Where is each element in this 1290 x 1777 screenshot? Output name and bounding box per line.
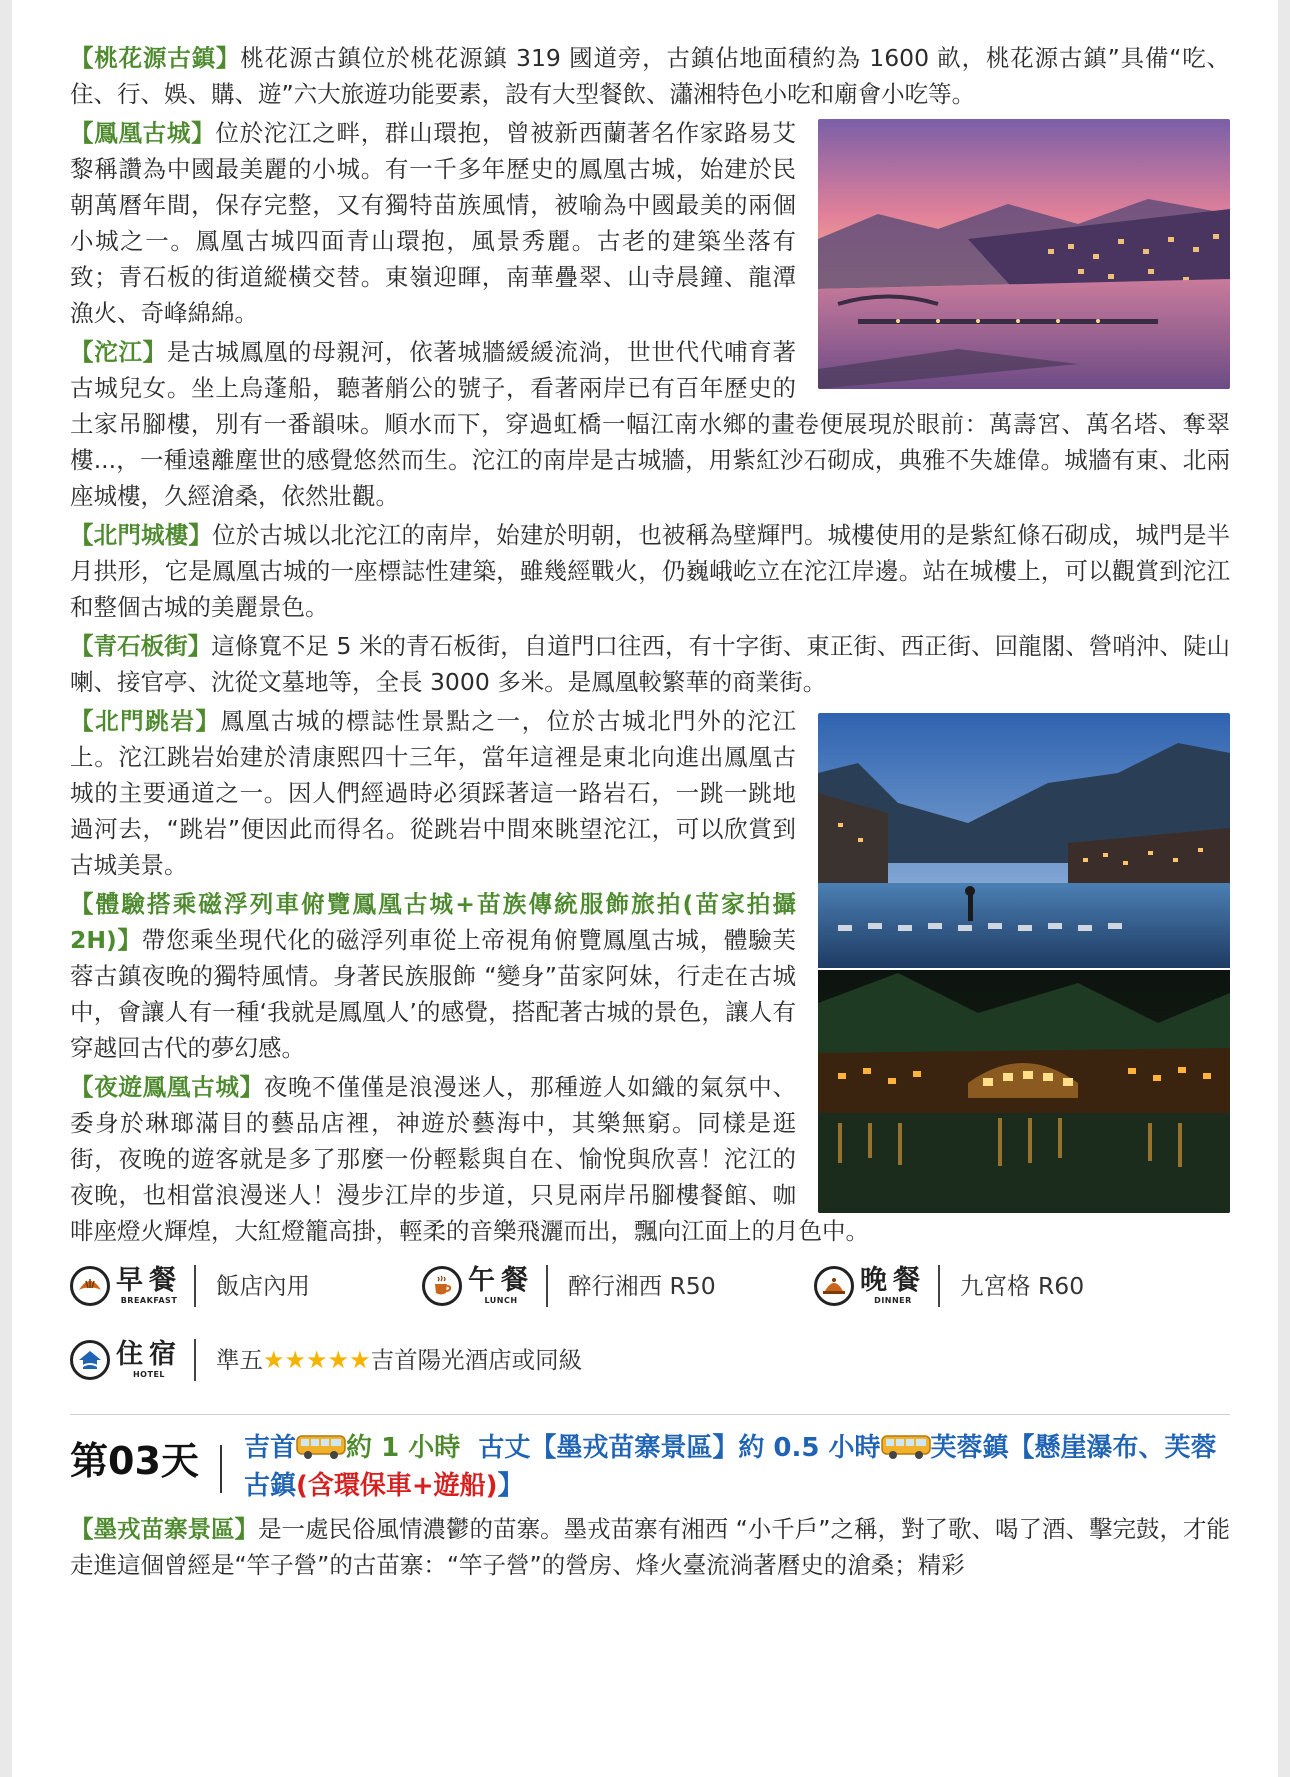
meal-dinner xyxy=(814,1265,1084,1307)
section-morong-miao-village xyxy=(70,1511,1230,1583)
stepping-stones-photo xyxy=(818,713,1230,1213)
meals-row xyxy=(70,1258,1230,1314)
day3-header xyxy=(70,1429,1230,1505)
section-title: 【青石板街】 xyxy=(70,632,212,660)
meal-separator xyxy=(546,1265,548,1307)
section-beimen-tower xyxy=(70,517,1230,625)
meal-title: 晚餐 DINNER xyxy=(860,1265,926,1305)
meal-title: 早餐 BREAKFAST xyxy=(116,1265,182,1305)
section-title: 【墨戎苗寨景區】 xyxy=(70,1515,259,1543)
section-title: 【桃花源古鎮】 xyxy=(70,44,241,72)
coffee-cup-icon xyxy=(422,1266,462,1306)
meal-detail: 醉行湘西 R50 xyxy=(568,1272,716,1300)
section-title: 【北門跳岩】 xyxy=(70,707,221,735)
section-title: 【北門城樓】 xyxy=(70,521,213,549)
meal-detail: 飯店內用 xyxy=(216,1272,310,1300)
fenghuang-dusk-photo xyxy=(818,119,1230,389)
section-text: 是古城鳳凰的母親河，依著城牆緩緩流淌，世世代代哺育著古城兒女。坐上烏蓬船，聽著艄公的號子，看著兩岸已有百年歷史的土家吊腳樓，別有一番韻味。順水而下，穿過虹橋一幅江南水鄉的畫卷便展現於眼前：萬壽宮、萬名塔、奪翠樓...，一種遠離塵世的感覺悠然而生。沱江的南岸是古城牆，用紫紅沙石砌成，典雅不失雄偉。城牆有東、北兩座城樓，久經滄桑，依然壯觀。 xyxy=(70,338,1230,510)
meal-breakfast xyxy=(70,1265,422,1307)
hotel-separator xyxy=(194,1339,196,1381)
meal-separator xyxy=(194,1265,196,1307)
meal-lunch xyxy=(422,1265,814,1307)
section-title: 【體驗搭乘磁浮列車俯覽鳳凰古城+苗族傳統服飾旅拍(苗家拍攝 2H)】 xyxy=(70,890,796,954)
day-separator xyxy=(220,1445,222,1493)
hotel-detail: 準五★★★★★吉首陽光酒店或同級 xyxy=(216,1346,583,1374)
day-route: 吉首 約 1 小時 古丈【墨戎苗寨景區】約 0.5 小時 芙蓉鎮【懸崖瀑布、芙蓉古鎮(含環保車+遊船)】 xyxy=(244,1433,1217,1501)
fenghuang-photo-stack xyxy=(818,713,1230,1213)
day-divider xyxy=(70,1414,1230,1415)
section-text: 桃花源古鎮位於桃花源鎮 319 國道旁，古鎮佔地面積約為 1600 畝，桃花源古鎮”具備“吃、住、行、娛、購、遊”六大旅遊功能要素，設有大型餐飲、瀟湘特色小吃和廟會小吃等。 xyxy=(70,44,1231,108)
bus-icon xyxy=(881,1434,931,1460)
meal-title: 午餐 LUNCH xyxy=(468,1265,534,1305)
section-text: 這條寬不足 5 米的青石板街，自道門口往西，有十字街、東正街、西正街、回龍閣、營哨沖、陡山喇、接官亭、沈從文墓地等，全長 3000 多米。是鳳凰較繁華的商業街。 xyxy=(70,632,1231,696)
section-text: 帶您乘坐現代化的磁浮列車從上帝視角俯覽鳳凰古城，體驗芙蓉古鎮夜晚的獨特風情。身著民族服飾 “變身”苗家阿妹，行走在古城中，會讓人有一種‘我就是鳳凰人’的感覺，搭配著古城的景色，讓人有穿越回古代的夢幻感。 xyxy=(70,926,796,1062)
section-qingshiban-street xyxy=(70,628,1230,700)
section-title: 【鳳凰古城】 xyxy=(70,119,216,147)
meal-separator xyxy=(938,1265,940,1307)
section-text: 位於古城以北沱江的南岸，始建於明朝，也被稱為壁輝門。城樓使用的是紫紅條石砌成，城門是半月拱形，它是鳳凰古城的一座標誌性建築，雖幾經戰火，仍巍峨屹立在沱江岸邊。站在城樓上，可以觀賞到沱江和整個古城的美麗景色。 xyxy=(70,521,1230,621)
section-text: 鳳凰古城的標誌性景點之一，位於古城北門外的沱江上。沱江跳岩始建於清康熙四十三年，當年這裡是東北向進出鳳凰古城的主要通道之一。因人們經過時必須踩著這一路岩石，一跳一跳地過河去，“跳岩”便因此而得名。從跳岩中間來眺望沱江，可以欣賞到古城美景。 xyxy=(70,707,797,879)
itinerary-content xyxy=(70,40,1230,1586)
hotel xyxy=(70,1339,582,1381)
section-text: 是一處民俗風情濃鬱的苗寨。墨戎苗寨有湘西 “小千戶”之稱，對了歌、喝了酒、擊完鼓，才能走進這個曾經是“竿子營”的古苗寨：“竿子營”的營房、烽火臺流淌著曆史的滄桑；精彩 xyxy=(70,1515,1230,1579)
section-title: 【夜遊鳳凰古城】 xyxy=(70,1073,264,1101)
section-text: 位於沱江之畔，群山環抱，曾被新西蘭著名作家路易艾黎稱讚為中國最美麗的小城。有一千多年歷史的鳳凰古城，始建於民朝萬曆年間，保存完整，又有獨特苗族風情，被喻為中國最美的兩個小城之一。鳳凰古城四面青山環抱，風景秀麗。古老的建築坐落有致；青石板的街道縱橫交替。東嶺迎暉，南華疊翠、山寺晨鐘、龍潭漁火、奇峰綿綿。 xyxy=(70,119,797,327)
section-title: 【沱江】 xyxy=(70,338,167,366)
day-label: 第03天 xyxy=(70,1439,199,1483)
section-taohuayuan xyxy=(70,40,1230,112)
page xyxy=(12,0,1278,1777)
hotel-row xyxy=(70,1332,1230,1388)
cloche-icon xyxy=(814,1266,854,1306)
star-rating: ★★★★★ xyxy=(263,1346,371,1374)
meal-detail: 九宮格 R60 xyxy=(960,1272,1085,1300)
bus-icon xyxy=(296,1434,346,1460)
section-text: 夜晚不僅僅是浪漫迷人，那種遊人如織的氣氛中、委身於琳瑯滿目的藝品店裡，神遊於藝海中，其樂無窮。同樣是逛街，夜晚的遊客就是多了那麼一份輕鬆與自在、愉悅與欣喜！沱江的夜晚，也相當浪漫迷人！漫步江岸的步道，只見兩岸吊腳樓餐館、咖啡座燈火輝煌，大紅燈籠高掛，輕柔的音樂飛灑而出，飄向江面上的月色中。 xyxy=(70,1073,869,1245)
house-icon xyxy=(70,1340,110,1380)
hotel-title: 住宿 HOTEL xyxy=(116,1339,182,1379)
croissant-icon xyxy=(70,1266,110,1306)
